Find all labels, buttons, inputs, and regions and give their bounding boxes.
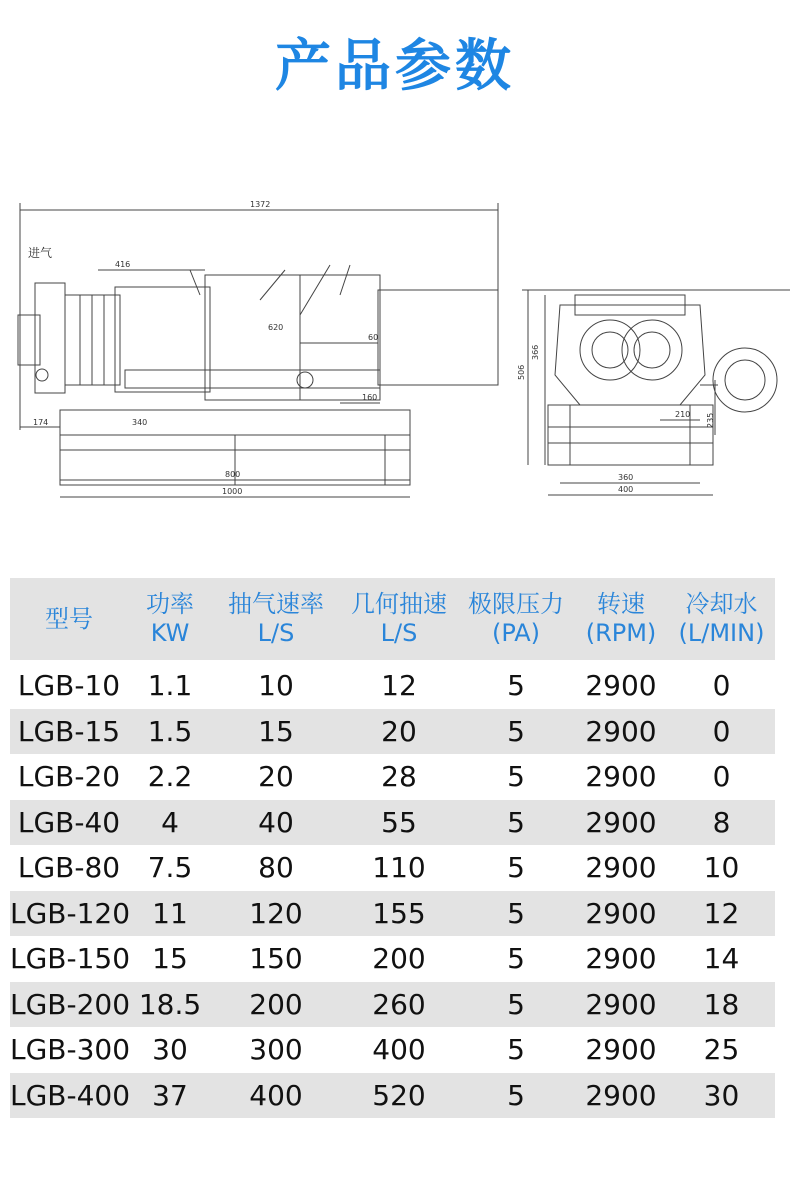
table-cell: 2900: [585, 851, 657, 885]
table-cell: LGB-20: [17, 760, 121, 794]
spec-table: [10, 578, 775, 1118]
table-cell: 30: [703, 1078, 740, 1112]
table-cell: 2900: [585, 714, 657, 748]
table-cell: 2900: [585, 805, 657, 839]
table-cell: LGB-80: [17, 851, 121, 885]
header-cell: [458, 578, 574, 660]
header-line1: 转速: [597, 590, 645, 618]
dim-174: 174: [33, 418, 49, 427]
dim-210: 210: [675, 410, 691, 419]
table-cell: 0: [712, 714, 731, 748]
table-cell: 5: [507, 669, 525, 703]
dim-160: 160: [362, 393, 378, 402]
table-cell: LGB-15: [17, 714, 121, 748]
table-cell: 15: [258, 714, 294, 748]
header-cell: [128, 578, 212, 660]
table-cell: 18.5: [138, 987, 202, 1021]
table-cell: 5: [507, 714, 525, 748]
table-cell: 2.2: [147, 760, 193, 794]
table-cell: 8: [712, 805, 731, 839]
table-cell: 2900: [585, 1078, 657, 1112]
header-cell: [10, 578, 128, 660]
table-cell: 2900: [585, 669, 657, 703]
table-cell: 15: [152, 942, 188, 976]
table-cell: 30: [152, 1033, 188, 1067]
table-cell: LGB-200: [10, 987, 131, 1021]
table-cell: 80: [258, 851, 294, 885]
header-line2: L/S: [257, 619, 295, 647]
table-cell: 0: [712, 669, 731, 703]
header-line1: 功率: [146, 590, 194, 618]
table-cell: 0: [712, 760, 731, 794]
table-cell: 260: [372, 987, 426, 1021]
table-cell: 2900: [585, 942, 657, 976]
table-cell: 12: [381, 669, 417, 703]
table-cell: 400: [372, 1033, 426, 1067]
table-cell: LGB-300: [10, 1033, 131, 1067]
table-cell: 400: [249, 1078, 303, 1112]
header-cell: [340, 578, 458, 660]
table-cell: 110: [372, 851, 426, 885]
table-cell: 5: [507, 896, 525, 930]
header-line1: 几何抽速: [351, 590, 447, 618]
header-line1: 冷却水: [685, 590, 758, 618]
table-row: [10, 891, 775, 937]
table-cell: 10: [703, 851, 740, 885]
table-row: [10, 800, 775, 846]
header-line2: KW: [150, 619, 190, 647]
table-cell: 200: [249, 987, 303, 1021]
table-body: [10, 663, 775, 1118]
table-cell: 2900: [585, 760, 657, 794]
table-cell: 37: [152, 1078, 188, 1112]
header-line1: 极限压力: [468, 590, 564, 618]
table-cell: LGB-400: [10, 1078, 131, 1112]
dim-60: 60: [368, 333, 379, 342]
table-cell: 4: [161, 805, 179, 839]
table-cell: 1.5: [147, 714, 193, 748]
pump-technical-drawing: [0, 195, 790, 515]
header-cell: [668, 578, 775, 660]
table-cell: 11: [152, 896, 188, 930]
header-line2: (L/MIN): [678, 619, 765, 647]
dim-400: 400: [618, 485, 634, 494]
table-cell: 40: [258, 805, 294, 839]
dim-360: 360: [618, 473, 634, 482]
table-cell: 55: [381, 805, 417, 839]
header-cell: [212, 578, 340, 660]
table-cell: 12: [703, 896, 740, 930]
dim-340: 340: [132, 418, 148, 427]
dim-235: 235: [706, 412, 715, 428]
table-cell: 18: [703, 987, 740, 1021]
table-cell: 25: [703, 1033, 740, 1067]
header-line2: (PA): [491, 619, 541, 647]
table-row: [10, 754, 775, 800]
header-line1: 抽气速率: [228, 590, 324, 618]
table-cell: 5: [507, 1033, 525, 1067]
table-cell: 300: [249, 1033, 303, 1067]
table-row: [10, 982, 775, 1028]
table-row: [10, 663, 775, 709]
table-cell: 2900: [585, 987, 657, 1021]
header-line2: L/S: [380, 619, 418, 647]
table-cell: 28: [381, 760, 417, 794]
inlet-label: 进气: [28, 246, 53, 260]
table-cell: 5: [507, 805, 525, 839]
table-header: [10, 578, 775, 663]
dim-620: 620: [268, 323, 284, 332]
table-cell: 2900: [585, 896, 657, 930]
table-cell: 520: [372, 1078, 426, 1112]
table-row: [10, 845, 775, 891]
table-cell: LGB-40: [17, 805, 121, 839]
table-cell: 150: [249, 942, 303, 976]
table-cell: 5: [507, 760, 525, 794]
table-cell: 10: [258, 669, 294, 703]
table-cell: 155: [372, 896, 426, 930]
dim-366: 366: [531, 344, 540, 360]
table-cell: 5: [507, 1078, 525, 1112]
table-cell: 5: [507, 942, 525, 976]
table-cell: LGB-10: [17, 669, 121, 703]
dim-1000: 1000: [222, 487, 243, 496]
table-cell: LGB-120: [10, 896, 131, 930]
header-line1: 型号: [45, 604, 93, 633]
table-cell: 20: [381, 714, 417, 748]
table-cell: 20: [258, 760, 294, 794]
dim-416: 416: [115, 260, 131, 269]
table-row: [10, 1027, 775, 1073]
table-cell: 200: [372, 942, 426, 976]
dim-800: 800: [225, 470, 241, 479]
table-row: [10, 709, 775, 755]
dim-506: 506: [517, 364, 526, 380]
table-cell: 5: [507, 851, 525, 885]
table-cell: LGB-150: [10, 942, 131, 976]
table-cell: 2900: [585, 1033, 657, 1067]
table-cell: 120: [249, 896, 303, 930]
page-title: 产品参数: [275, 34, 515, 99]
table-cell: 14: [703, 942, 740, 976]
table-cell: 5: [507, 987, 525, 1021]
header-line2: (RPM): [585, 619, 657, 647]
header-cell: [574, 578, 668, 660]
table-cell: 1.1: [147, 669, 193, 703]
table-cell: 7.5: [147, 851, 193, 885]
table-row: [10, 1073, 775, 1119]
table-row: [10, 936, 775, 982]
dim-1372: 1372: [250, 200, 271, 209]
